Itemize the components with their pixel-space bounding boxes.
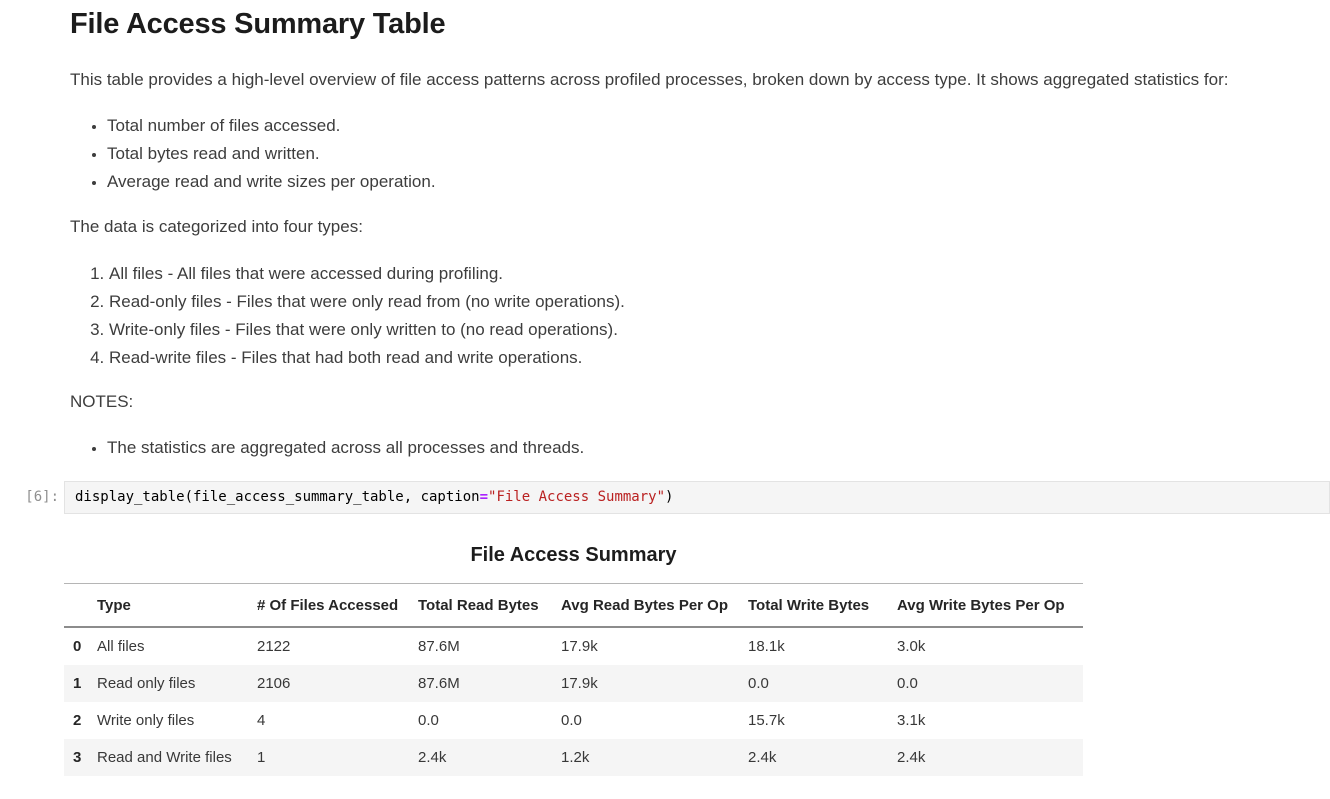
table-cell: 1.2k: [561, 749, 590, 766]
table-row: [64, 702, 1083, 739]
column-header: Type: [97, 584, 257, 628]
table-cell: Write only files: [97, 712, 195, 729]
table-cell: Read and Write files: [97, 749, 232, 766]
table-cell: 2.4k: [897, 749, 926, 766]
column-header: Total Read Bytes: [418, 584, 561, 628]
column-header: Total Write Bytes: [748, 584, 897, 628]
code-token-string: "File Access Summary": [488, 489, 666, 505]
markdown-cell: [70, 6, 1310, 462]
table-cell: 17.9k: [561, 638, 598, 655]
code-token-operator: =: [479, 489, 489, 505]
table-cell: 1: [257, 749, 266, 766]
table-cell: 2122: [257, 638, 291, 655]
notes-bullet-list: [70, 434, 1310, 462]
cell-output-area: [0, 543, 1330, 776]
table-cell: 18.1k: [748, 638, 785, 655]
table-cell: 0.0: [561, 712, 582, 729]
code-line: [75, 488, 1319, 507]
row-index: 1: [73, 675, 82, 692]
table-cell: 2.4k: [748, 749, 777, 766]
execution-count-prompt: [6]:: [25, 489, 59, 505]
table-row: [64, 739, 1083, 776]
list-item: 1. All files - All files that were accessed during profiling.: [109, 260, 1310, 288]
notebook-page: [0, 6, 1330, 799]
table-cell: 15.7k: [748, 712, 785, 729]
row-index: 2: [73, 712, 82, 729]
table-cell: 2106: [257, 675, 291, 692]
table-cell: 87.6M: [418, 638, 460, 655]
table-cell: 4: [257, 712, 266, 729]
list-item: 4. Read-write files - Files that had both read and write operations.: [109, 344, 1310, 372]
table-header-row: [64, 584, 1083, 628]
table-cell: Read only files: [97, 675, 196, 692]
list-item: • Average read and write sizes per operation.: [107, 168, 1310, 196]
column-header-index: [64, 584, 97, 628]
file-access-summary-table: [64, 583, 1083, 776]
list-item: 2. Read-only files - Files that were only read from (no write operations).: [109, 288, 1310, 316]
table-cell: 3.0k: [897, 638, 926, 655]
table-cell: 0.0: [897, 675, 918, 692]
table-row: [64, 665, 1083, 702]
overview-bullet-list: [70, 112, 1310, 196]
page-title: File Access Summary Table: [70, 8, 446, 40]
table-caption: File Access Summary: [470, 544, 677, 566]
code-token-plain: ): [665, 489, 674, 505]
notes-label: NOTES:: [70, 392, 134, 411]
code-token-plain: display_table(file_access_summary_table, caption: [75, 489, 480, 505]
table-row: [64, 627, 1083, 665]
row-index: 0: [73, 638, 82, 655]
column-header: # Of Files Accessed: [257, 584, 418, 628]
categories-numbered-list: [70, 260, 1310, 372]
list-item: 3. Write-only files - Files that were only written to (no read operations).: [109, 316, 1310, 344]
list-item: • Total bytes read and written.: [107, 140, 1310, 168]
categories-intro: The data is categorized into four types:: [70, 217, 363, 236]
table-cell: 17.9k: [561, 675, 598, 692]
intro-paragraph: This table provides a high-level overview of file access patterns across profiled processes, broken down by access type. It shows aggregated statistics for:: [70, 70, 1229, 89]
table-cell: 3.1k: [897, 712, 926, 729]
list-item: • The statistics are aggregated across all processes and threads.: [107, 434, 1310, 462]
list-item: • Total number of files accessed.: [107, 112, 1310, 140]
table-cell: 2.4k: [418, 749, 447, 766]
code-cell: [0, 481, 1330, 514]
column-header: Avg Write Bytes Per Op: [897, 584, 1083, 628]
table-cell: All files: [97, 638, 145, 655]
table-cell: 0.0: [418, 712, 439, 729]
code-input-area[interactable]: [64, 481, 1330, 514]
table-cell: 0.0: [748, 675, 769, 692]
column-header: Avg Read Bytes Per Op: [561, 584, 748, 628]
table-cell: 87.6M: [418, 675, 460, 692]
row-index: 3: [73, 749, 82, 766]
